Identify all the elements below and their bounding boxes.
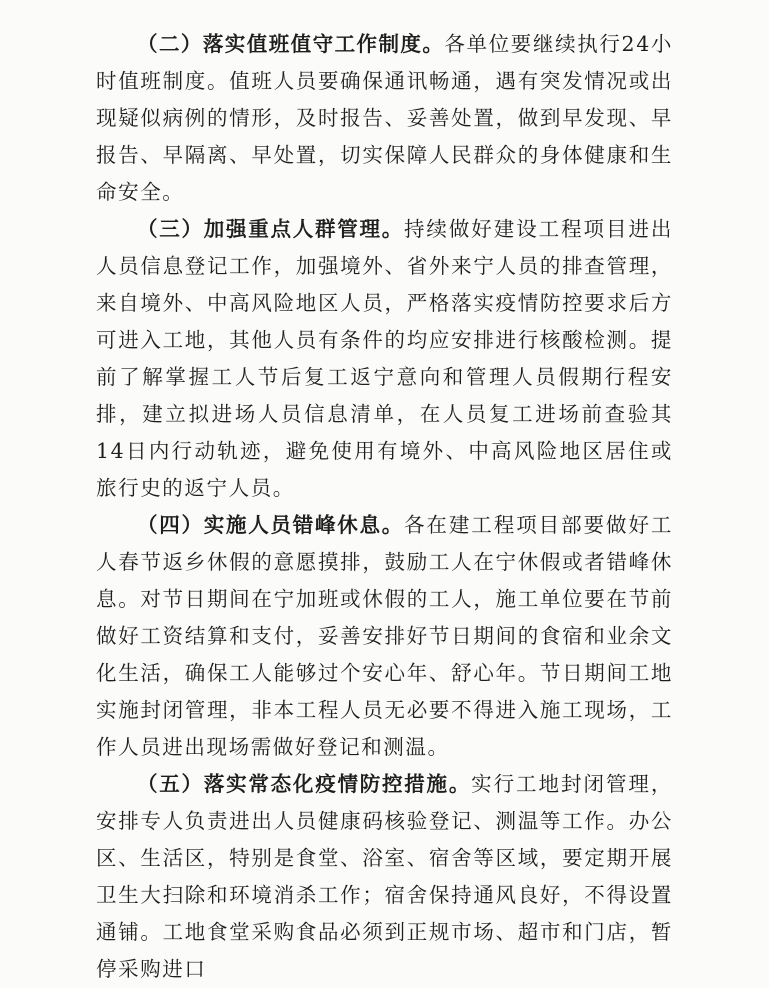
section-five-heading: （五）落实常态化疫情防控措施。 <box>137 772 472 796</box>
section-four-paragraph <box>96 507 673 766</box>
section-two-paragraph <box>96 26 673 211</box>
section-three-heading: （三）加强重点人群管理。 <box>137 217 404 241</box>
section-three-paragraph <box>96 211 673 507</box>
section-two-body: 各单位要继续执行24小时值班制度。值班人员要确保通讯畅通，遇有突发情况或出现疑似病例的情形，及时报告、妥善处置，做到早发现、早报告、早隔离、早处置，切实保障人民群众的身体健康和生命安全。 <box>96 32 673 204</box>
section-five-body: 实行工地封闭管理，安排专人负责进出人员健康码核验登记、测温等工作。办公区、生活区，特别是食堂、浴室、宿舍等区域，要定期开展卫生大扫除和环境消杀工作；宿舍保持通风良好，不得设置通铺。工地食堂采购食品必须到正规市场、超市和门店，暂停采购进口 <box>96 772 673 981</box>
section-four-body: 各在建工程项目部要做好工人春节返乡休假的意愿摸排，鼓励工人在宁休假或者错峰休息。对节日期间在宁加班或休假的工人，施工单位要在节前做好工资结算和支付，妥善安排好节日期间的食宿和业余文化生活，确保工人能够过个安心年、舒心年。节日期间工地实施封闭管理，非本工程人员无必要不得进入施工现场，工作人员进出现场需做好登记和测温。 <box>96 513 673 759</box>
section-two-heading: （二）落实值班值守工作制度。 <box>137 32 445 56</box>
section-three-body: 持续做好建设工程项目进出人员信息登记工作，加强境外、省外来宁人员的排查管理，来自境外、中高风险地区人员，严格落实疫情防控要求后方可进入工地，其他人员有条件的均应安排进行核酸检测。提前了解掌握工人节后复工返宁意向和管理人员假期行程安排，建立拟进场人员信息清单，在人员复工进场前查验其14日内行动轨迹，避免使用有境外、中高风险地区居住或旅行史的返宁人员。 <box>96 217 673 500</box>
section-four-heading: （四）实施人员错峰休息。 <box>137 513 404 537</box>
section-five-paragraph <box>96 766 673 988</box>
